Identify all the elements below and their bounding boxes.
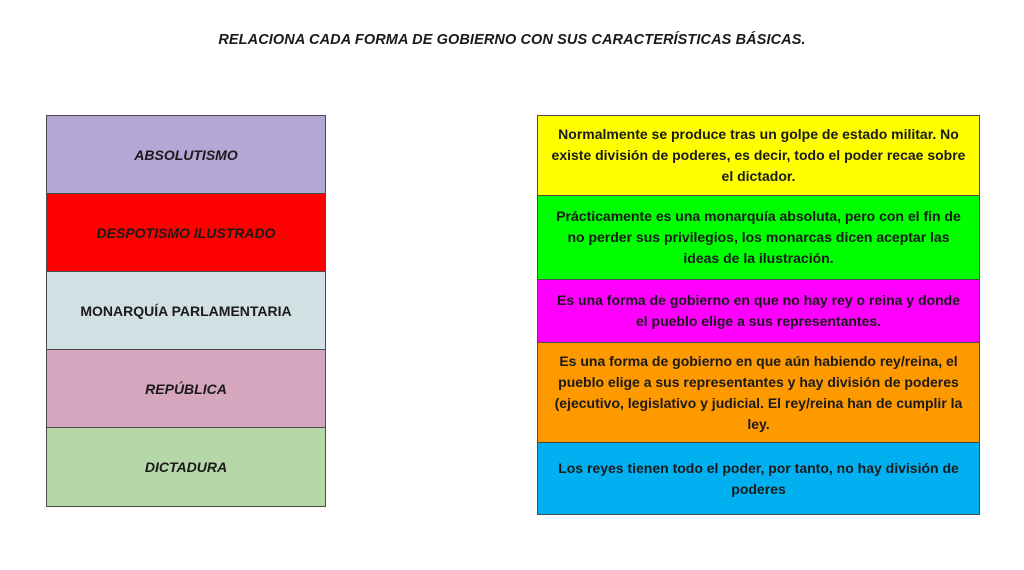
definition-absolutismo[interactable] bbox=[538, 443, 979, 514]
term-label: REPÚBLICA bbox=[145, 380, 227, 397]
definitions-column bbox=[537, 115, 980, 515]
term-label: MONARQUÍA PARLAMENTARIA bbox=[80, 302, 292, 319]
definition-despotismo[interactable] bbox=[538, 196, 979, 280]
definition-text: Es una forma de gobierno en que no hay rey o reina y donde el pueblo elige a sus representantes. bbox=[557, 292, 960, 329]
term-republica[interactable] bbox=[47, 350, 325, 428]
definition-text: Es una forma de gobierno en que aún habiendo rey/reina, el pueblo elige a sus representantes y hay división de poderes (ejecutivo, legislativo y judicial. El rey/reina han de cumplir la ley. bbox=[554, 352, 963, 432]
definition-dictadura[interactable] bbox=[538, 116, 979, 196]
term-monarquia-parlamentaria[interactable] bbox=[47, 272, 325, 350]
definition-text: Los reyes tienen todo el poder, por tanto, no hay división de poderes bbox=[558, 459, 959, 497]
definition-text: Normalmente se produce tras un golpe de estado militar. No existe división de poderes, es decir, todo el poder recae sobre el dictador. bbox=[551, 126, 966, 184]
term-label: ABSOLUTISMO bbox=[134, 146, 238, 163]
term-absolutismo[interactable] bbox=[47, 116, 325, 194]
term-label: DESPOTISMO ILUSTRADO bbox=[96, 224, 276, 241]
definition-text: Prácticamente es una monarquía absoluta, pero con el fin de no perder sus privilegios, los monarcas dicen aceptar las ideas de la ilustración. bbox=[556, 208, 961, 266]
terms-column bbox=[46, 115, 326, 507]
term-despotismo-ilustrado[interactable] bbox=[47, 194, 325, 272]
definition-republica[interactable] bbox=[538, 280, 979, 343]
definition-monarquia-parlamentaria[interactable] bbox=[538, 343, 979, 443]
page-title: RELACIONA CADA FORMA DE GOBIERNO CON SUS CARACTERÍSTICAS BÁSICAS. bbox=[218, 32, 806, 48]
term-dictadura[interactable] bbox=[47, 428, 325, 506]
term-label: DICTADURA bbox=[144, 459, 228, 475]
